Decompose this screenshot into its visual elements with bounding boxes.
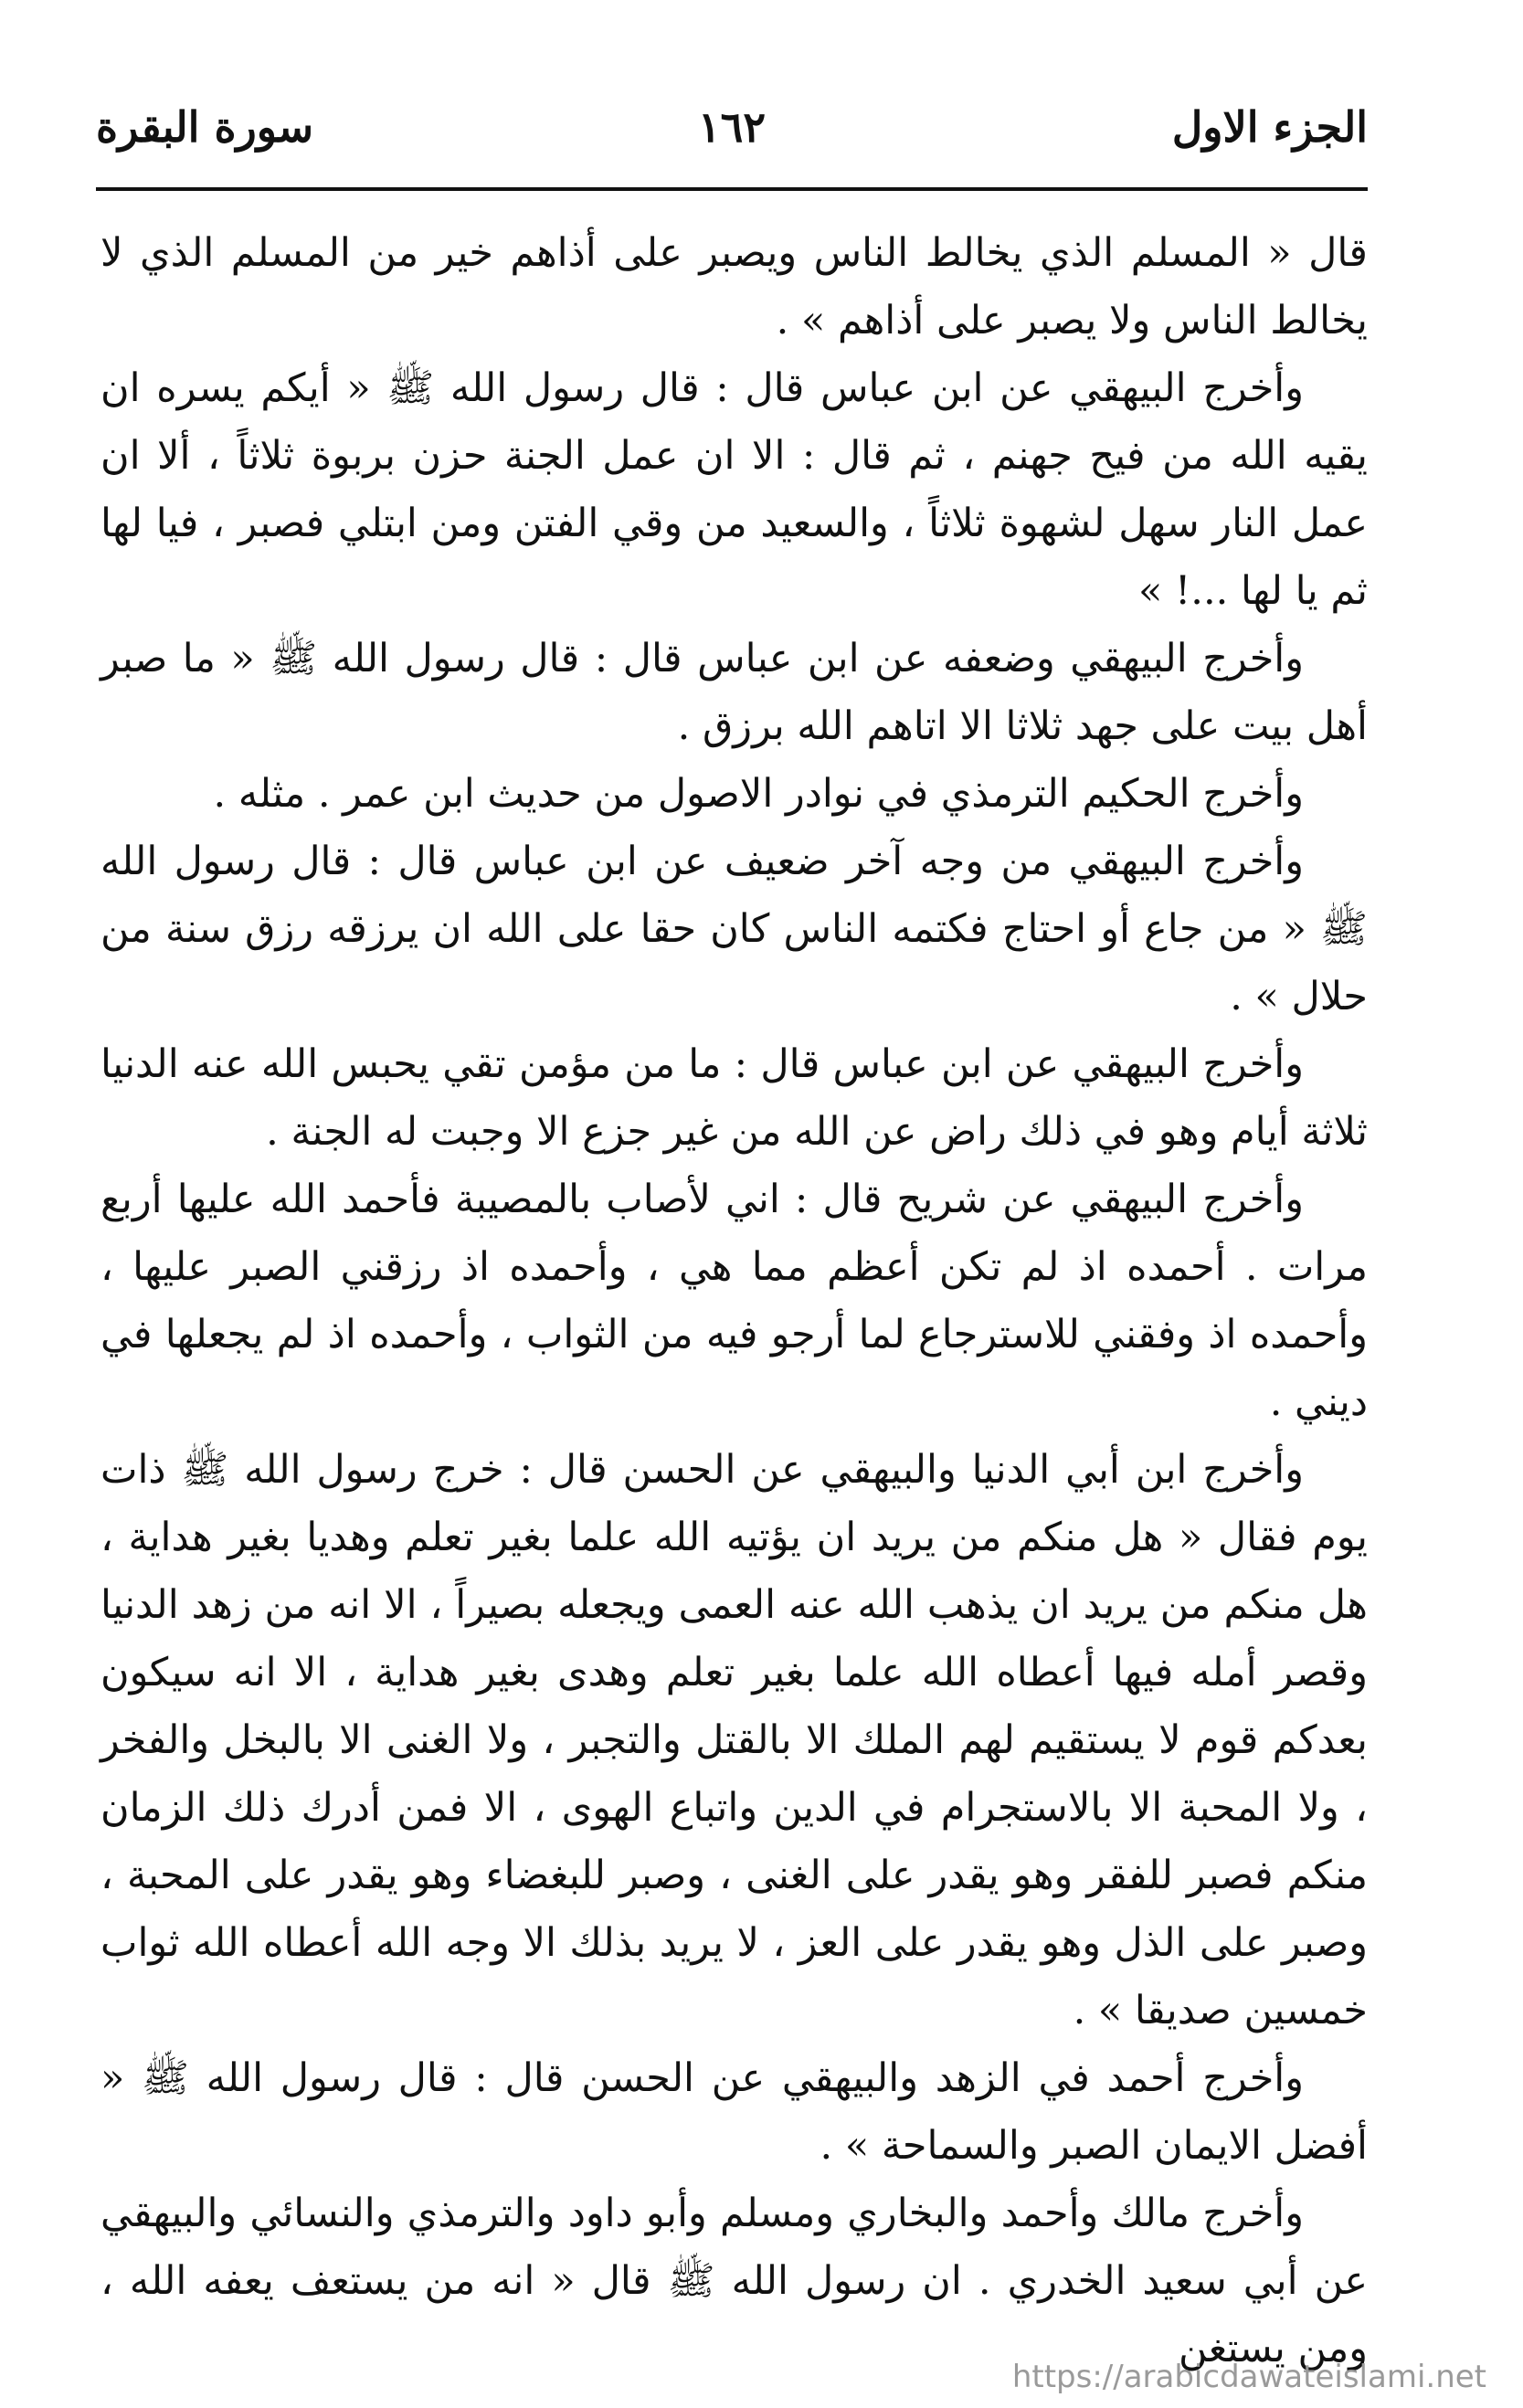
paragraph: وأخرج مالك وأحمد والبخاري ومسلم وأبو داود والترمذي والنسائي والبيهقي عن أبي سعيد الخدري . ان رسول الله ﷺ قال « انه من يستعف يعفه الله ، ومن يستغن bbox=[100, 2191, 1368, 2371]
paragraph: وأخرج البيهقي وضعفه عن ابن عباس قال : قال رسول الله ﷺ « ما صبر أهل بيت على جهد ثلاثا الا اتاهم الله برزق . bbox=[100, 636, 1368, 749]
page-body bbox=[100, 219, 1368, 2382]
surah-label: سورة البقرة bbox=[96, 102, 314, 152]
part-label: الجزء الاول bbox=[1171, 102, 1368, 152]
paragraph: وأخرج البيهقي عن شريح قال : اني لأصاب بالمصيبة فأحمد الله عليها أربع مرات . أحمده اذ لم تكن أعظم مما هي ، وأحمده اذ رزقني الصبر عليها ، وأحمده اذ وفقني للاسترجاع لما أرجو فيه من الثواب ، وأحمده اذ لم يجعلها في ديني . bbox=[100, 1177, 1368, 1425]
paragraph: وأخرج البيهقي عن ابن عباس قال : ما من مؤمن تقي يحبس الله عنه الدنيا ثلاثة أيام وهو في ذلك راض عن الله من غير جزع الا وجبت له الجنة . bbox=[100, 1041, 1368, 1155]
paragraph: وأخرج ابن أبي الدنيا والبيهقي عن الحسن قال : خرج رسول الله ﷺ ذات يوم فقال « هل منكم من يريد ان يؤتيه الله علما بغير تعلم وهديا بغير هداية ، هل منكم من يريد ان يذهب الله عنه العمى ويجعله بصيراً ، الا انه من زهد الدنيا وقصر أمله فيها أعطاه الله علما بغير تعلم وهدى بغير هداية ، الا انه سيكون بعدكم قوم لا يستقيم لهم الملك الا بالقتل والتجبر ، ولا الغنى الا بالبخل والفخر ، ولا المحبة الا بالاستجرام في الدين واتباع الهوى ، الا فمن أدرك ذلك الزمان منكم فصبر للفقر وهو يقدر على الغنى ، وصبر للبغضاء وهو يقدر على المحبة ، وصبر على الذل وهو يقدر على العز ، لا يريد بذلك الا وجه الله أعطاه الله ثواب خمسين صديقا » . bbox=[100, 1447, 1368, 2033]
paragraph: وأخرج البيهقي عن ابن عباس قال : قال رسول الله ﷺ « أيكم يسره ان يقيه الله من فيح جهنم ، ثم قال : الا ان عمل الجنة حزن بربوة ثلاثاً ، ألا ان عمل النار سهل لشهوة ثلاثاً ، والسعيد من وقي الفتن ومن ابتلي فصبر ، فيا لها ثم يا لها ...! » bbox=[100, 365, 1368, 614]
paragraph: قال « المسلم الذي يخالط الناس ويصبر على أذاهم خير من المسلم الذي لا يخالط الناس ولا يصبر على أذاهم » . bbox=[100, 230, 1368, 343]
header-rule bbox=[96, 187, 1368, 191]
paragraph: وأخرج الحكيم الترمذي في نوادر الاصول من حديث ابن عمر . مثله . bbox=[213, 771, 1304, 817]
watermark-url: https://arabicdawateislami.net bbox=[1011, 2359, 1486, 2395]
paragraph: وأخرج أحمد في الزهد والبيهقي عن الحسن قال : قال رسول الله ﷺ « أفضل الايمان الصبر والسماحة » . bbox=[100, 2055, 1368, 2169]
running-header bbox=[96, 91, 1368, 183]
page-number: ١٦٢ bbox=[697, 102, 767, 152]
paragraph: وأخرج البيهقي من وجه آخر ضعيف عن ابن عباس قال : قال رسول الله ﷺ « من جاع أو احتاج فكتمه الناس كان حقا على الله ان يرزقه رزق سنة من حلال » . bbox=[100, 839, 1368, 1019]
